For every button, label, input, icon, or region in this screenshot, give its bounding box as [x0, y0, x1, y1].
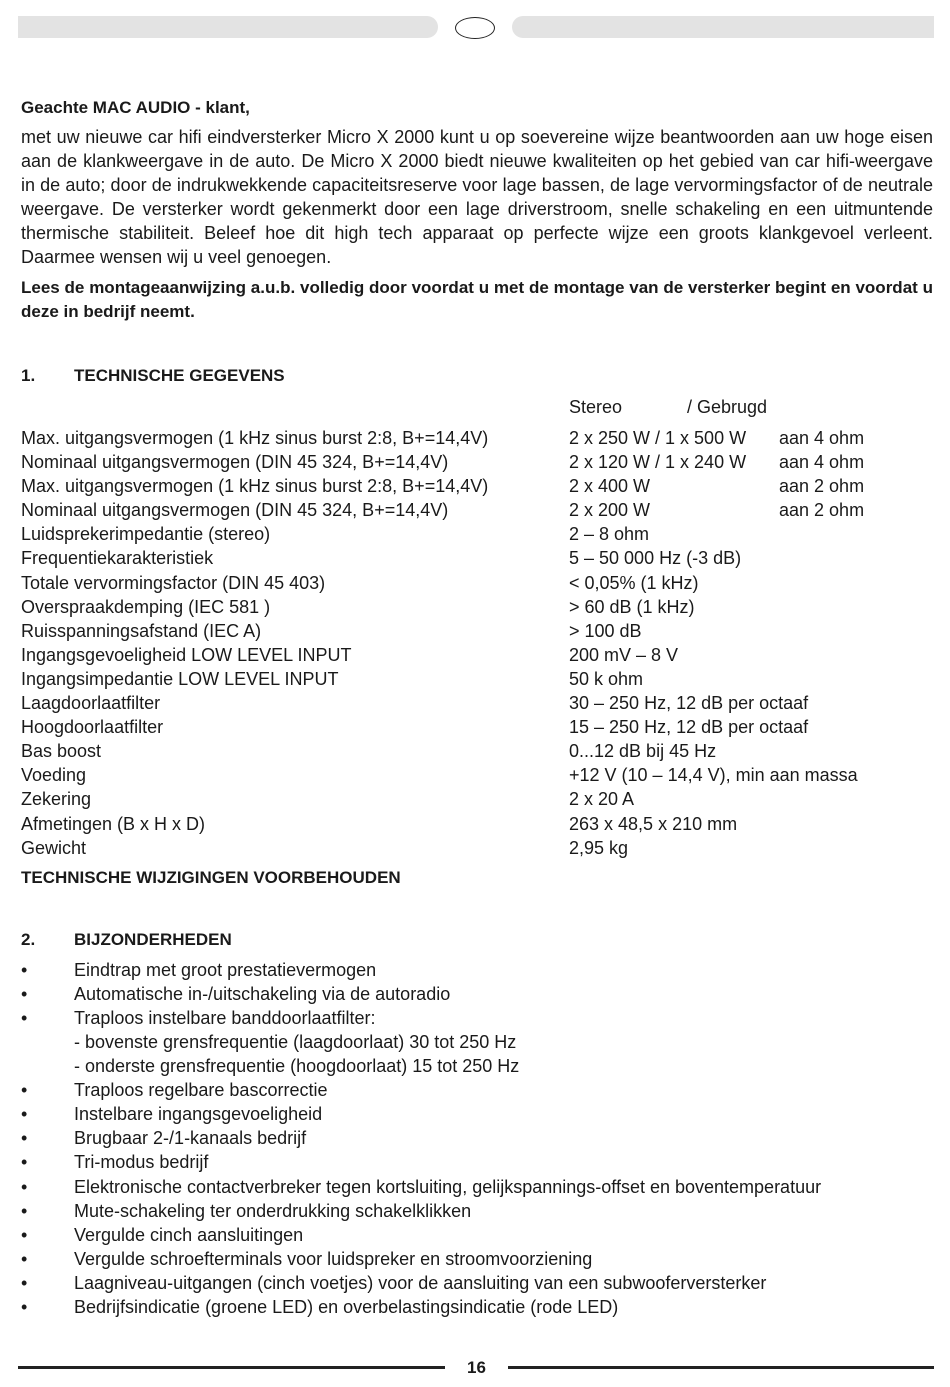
list-item — [21, 1175, 933, 1199]
list-item — [21, 1102, 933, 1126]
spec-label: Overspraakdemping (IEC 581 ) — [21, 596, 271, 617]
spec-value: 50 k ohm — [569, 668, 644, 689]
spec-row — [21, 571, 933, 595]
spec-row — [21, 667, 933, 691]
spec-row — [21, 426, 933, 450]
list-item-text: Automatische in-/uitschakeling via de autoradio — [74, 983, 451, 1004]
list-subitem: - bovenste grensfrequentie (laagdoorlaat) 30 tot 250 Hz — [74, 1031, 517, 1052]
list-item-text: Tri-modus bedrijf — [74, 1152, 209, 1173]
list-item — [21, 958, 933, 982]
list-item — [21, 1006, 933, 1030]
page-number: 16 — [467, 1358, 486, 1377]
page-content — [21, 96, 933, 1319]
spec-value: > 100 dB — [569, 620, 642, 641]
spec-label: Totale vervormingsfactor (DIN 45 403) — [21, 572, 326, 593]
spec-value: 2 – 8 ohm — [569, 524, 650, 545]
list-item-text: Mute-schakeling ter onderdrukking schakelklikken — [74, 1200, 472, 1221]
spec-value: 0...12 dB bij 45 Hz — [569, 741, 717, 762]
spec-load: aan 4 ohm — [779, 452, 865, 473]
list-item-text: Traploos regelbare bascorrectie — [74, 1080, 328, 1101]
spec-row — [21, 450, 933, 474]
spec-load: aan 4 ohm — [779, 428, 865, 448]
spec-row — [21, 715, 933, 739]
spec-row — [21, 836, 933, 860]
spec-load: aan 2 ohm — [779, 476, 865, 497]
spec-label: Ingangsimpedantie LOW LEVEL INPUT — [21, 668, 339, 689]
list-item — [21, 1199, 933, 1223]
feature-list — [21, 958, 933, 1319]
list-item-text: Bedrijfsindicatie (groene LED) en overbelastingsindicatie (rode LED) — [74, 1297, 619, 1317]
list-item-text: Laagniveau-uitgangen (cinch voetjes) voor de aansluiting van een subwooferversterker — [74, 1272, 767, 1293]
bullet-icon: • — [21, 1297, 28, 1317]
spec-value: 200 mV – 8 V — [569, 644, 679, 665]
installation-notice: Lees de montageaanwijzing a.u.b. volledig door voordat u met de montage van de versterker begint en voordat u deze in bedrijf neemt. — [21, 278, 933, 321]
bullet-icon: • — [21, 959, 28, 980]
bullet-icon: • — [21, 1224, 28, 1245]
bullet-icon: • — [21, 1152, 28, 1173]
list-item — [21, 1247, 933, 1271]
spec-row — [21, 546, 933, 570]
oval-outline-icon — [455, 17, 495, 39]
list-item-text: Vergulde schroefterminals voor luidspreker en stroomvoorziening — [74, 1248, 593, 1269]
list-item-text: Eindtrap met groot prestatievermogen — [74, 959, 377, 980]
footer-line-right — [508, 1366, 934, 1369]
spec-label: Voeding — [21, 765, 87, 786]
spec-row — [21, 812, 933, 836]
section-number: 1. — [21, 366, 36, 385]
list-item-text: Elektronische contactverbreker tegen kortsluiting, gelijkspannings-offset en boventemperatuur — [74, 1176, 822, 1197]
spec-load: aan 2 ohm — [779, 500, 865, 521]
technical-changes-note: TECHNISCHE WIJZIGINGEN VOORBEHOUDEN — [21, 867, 401, 887]
spec-label: Ruisspanningsafstand (IEC A) — [21, 620, 262, 641]
bullet-icon: • — [21, 1200, 28, 1221]
spec-row — [21, 619, 933, 643]
spec-value: > 60 dB (1 kHz) — [569, 596, 695, 617]
list-item — [21, 1126, 933, 1150]
spec-row — [21, 498, 933, 522]
header-bar-right — [512, 16, 934, 38]
bullet-icon: • — [21, 1080, 28, 1101]
spec-table-header — [21, 395, 933, 426]
list-item — [21, 1271, 933, 1295]
list-item — [21, 1150, 933, 1174]
spec-row — [21, 522, 933, 546]
section-number: 2. — [21, 929, 36, 949]
spec-value: 2 x 200 W — [569, 500, 651, 521]
bullet-icon: • — [21, 1128, 28, 1149]
spec-label: Zekering — [21, 789, 92, 810]
header-bridged: / Gebrugd — [687, 397, 768, 417]
bullet-icon: • — [21, 983, 28, 1004]
spec-label: Max. uitgangsvermogen (1 kHz sinus burst 2:8, B+=14,4V) — [21, 476, 489, 497]
list-item — [21, 1078, 933, 1102]
list-item — [21, 1295, 933, 1319]
spec-label: Max. uitgangsvermogen (1 kHz sinus burst 2:8, B+=14,4V) — [21, 428, 489, 448]
list-item-text: Vergulde cinch aansluitingen — [74, 1224, 304, 1245]
bullet-icon: • — [21, 1176, 28, 1197]
spec-row — [21, 691, 933, 715]
section-heading-technical-data — [21, 364, 933, 388]
spec-row — [21, 787, 933, 811]
spec-row — [21, 763, 933, 787]
bullet-icon: • — [21, 1248, 28, 1269]
list-item-text: Brugbaar 2-/1-kanaals bedrijf — [74, 1128, 307, 1149]
spec-label: Afmetingen (B x H x D) — [21, 813, 206, 834]
spec-row — [21, 595, 933, 619]
spec-value: 15 – 250 Hz, 12 dB per octaaf — [569, 717, 809, 738]
spec-label: Laagdoorlaatfilter — [21, 693, 161, 714]
bullet-icon: • — [21, 1007, 28, 1028]
list-subitem: - onderste grensfrequentie (hoogdoorlaat) 15 tot 250 Hz — [74, 1056, 520, 1077]
spec-label: Nominaal uitgangsvermogen (DIN 45 324, B+=14,4V) — [21, 500, 449, 521]
spec-label: Ingangsgevoeligheid LOW LEVEL INPUT — [21, 644, 352, 665]
list-item-text: Instelbare ingangsgevoeligheid — [74, 1104, 323, 1125]
spec-value: 2 x 400 W — [569, 476, 651, 497]
list-item — [21, 982, 933, 1006]
spec-value: 263 x 48,5 x 210 mm — [569, 813, 738, 834]
spec-label: Hoogdoorlaatfilter — [21, 717, 164, 738]
bullet-icon: • — [21, 1272, 28, 1293]
intro-paragraph: met uw nieuwe car hifi eindversterker Micro X 2000 kunt u op soevereine wijze beantwoorden aan uw hoge eisen aan de klankweergave in de auto. De Micro X 2000 biedt nieuwe kwaliteiten op het gebied van car hifi-weergave in de auto; door de indrukwekkende capaciteitsreserve voor lage bassen, de lage vervormingsfactor of de neutrale weergave. De versterker wordt gekenmerkt door een lage driverstroom, snelle schakeling en een uitmuntende thermische stabiliteit. Beleef hoe dit high tech apparaat op perfecte wijze een groots klankgevoel verleent. Daarmee wensen wij u veel genoegen. — [21, 127, 933, 267]
spec-value: 5 – 50 000 Hz (-3 dB) — [569, 548, 742, 569]
spec-label: Luidsprekerimpedantie (stereo) — [21, 524, 271, 545]
bullet-icon: • — [21, 1104, 28, 1125]
spec-row — [21, 643, 933, 667]
spec-table — [21, 426, 933, 860]
section-title: BIJZONDERHEDEN — [74, 929, 232, 949]
spec-value: +12 V (10 – 14,4 V), min aan massa — [569, 765, 858, 786]
spec-label: Frequentiekarakteristiek — [21, 548, 214, 569]
spec-label: Nominaal uitgangsvermogen (DIN 45 324, B+=14,4V) — [21, 452, 449, 473]
section-heading-features — [21, 928, 933, 952]
spec-value: 2 x 120 W / 1 x 240 W — [569, 452, 747, 473]
header-stereo: Stereo — [569, 397, 623, 417]
spec-value: 2 x 250 W / 1 x 500 W — [569, 428, 747, 448]
spec-label: Gewicht — [21, 837, 87, 858]
spec-row — [21, 474, 933, 498]
list-item-text: Traploos instelbare banddoorlaatfilter: — [74, 1007, 376, 1028]
footer-line-left — [18, 1366, 445, 1369]
spec-value: < 0,05% (1 kHz) — [569, 572, 699, 593]
header-bar-left — [18, 16, 438, 38]
spec-label: Bas boost — [21, 741, 102, 762]
spec-row — [21, 739, 933, 763]
spec-value: 2 x 20 A — [569, 789, 635, 810]
spec-value: 2,95 kg — [569, 837, 629, 858]
spec-value: 30 – 250 Hz, 12 dB per octaaf — [569, 693, 809, 714]
list-item — [21, 1223, 933, 1247]
greeting: Geachte MAC AUDIO - klant, — [21, 98, 250, 117]
section-title: TECHNISCHE GEGEVENS — [74, 366, 285, 385]
